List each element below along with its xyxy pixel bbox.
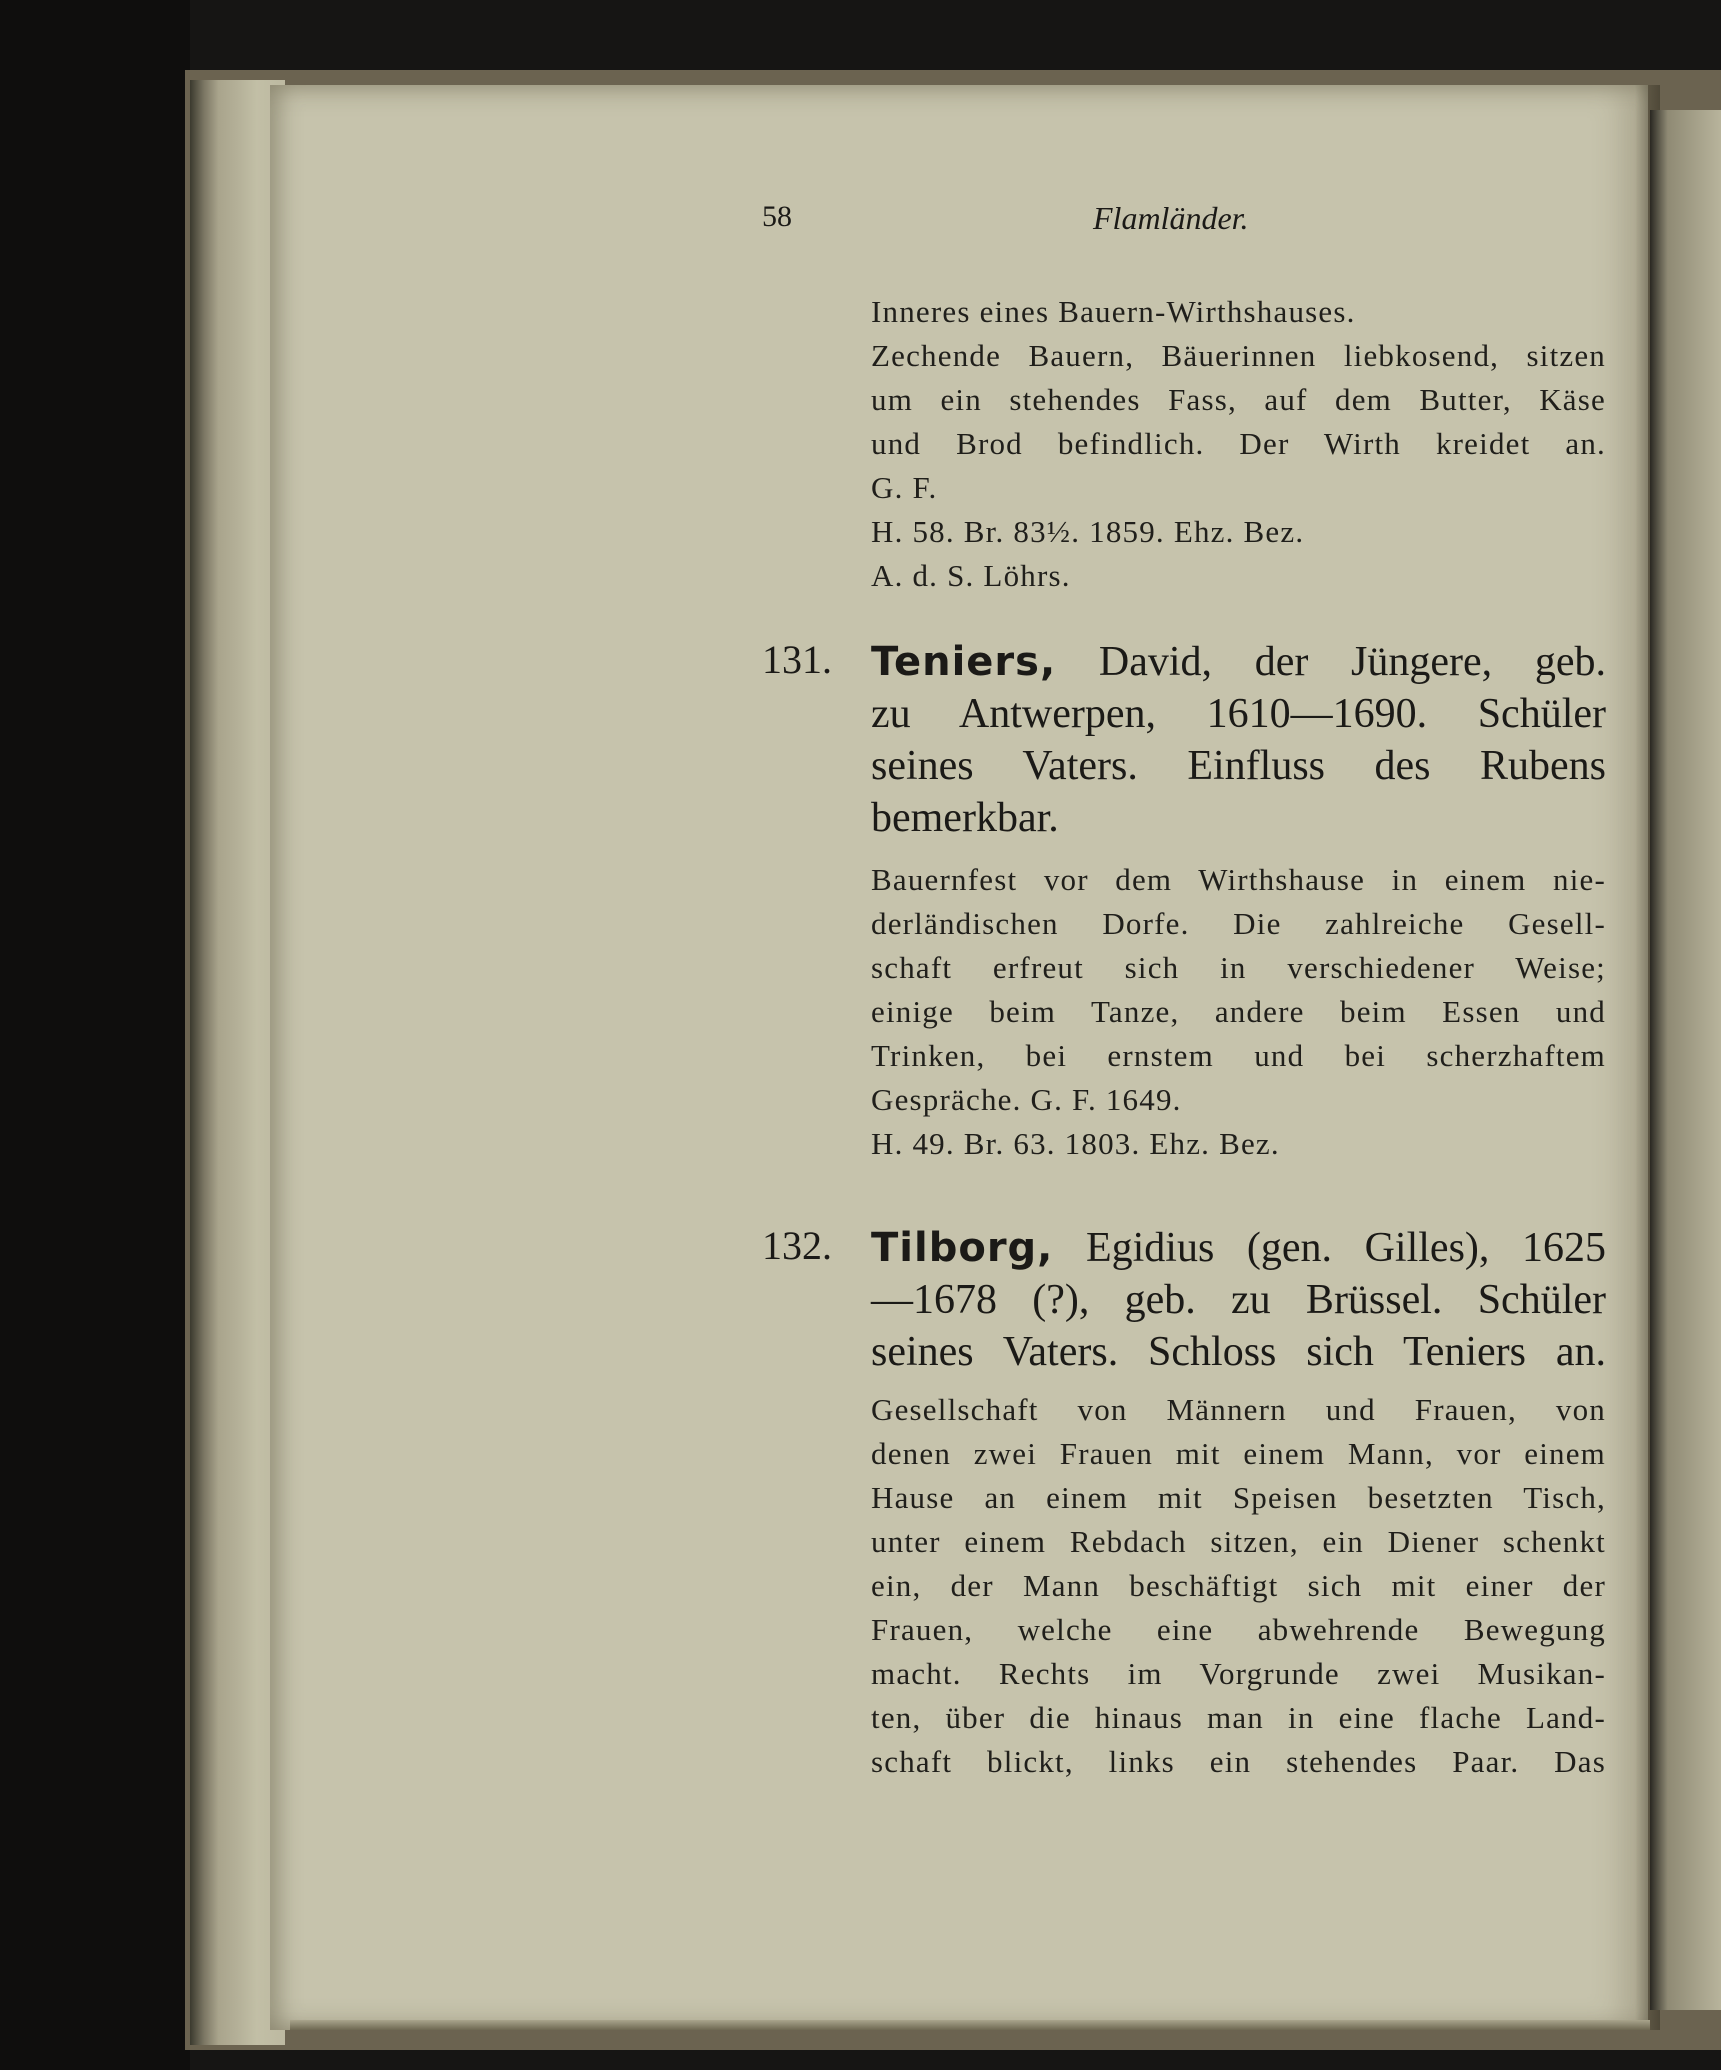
heading-line: zu Antwerpen, 1610—1690. Schüler	[871, 691, 1606, 737]
text-line: derländischen Dorfe. Die zahlreiche Gesell-	[871, 906, 1606, 941]
artist-name: Tilborg,	[871, 1225, 1054, 1271]
text-line: denen zwei Frauen mit einem Mann, vor einem	[871, 1436, 1606, 1471]
text-line: Gespräche. G. F. 1649.	[871, 1082, 1182, 1117]
text-line: G. F.	[871, 470, 938, 505]
text-line: schaft erfreut sich in verschiedener Weise;	[871, 950, 1606, 985]
text-line: macht. Rechts im Vorgrunde zwei Musikan-	[871, 1656, 1606, 1691]
text-line: Bauernfest vor dem Wirthshause in einem nie-	[871, 862, 1606, 897]
text-line: Zechende Bauern, Bäuerinnen liebkosend, sitzen	[871, 338, 1606, 373]
page-number: 58	[762, 200, 792, 233]
text-line: unter einem Rebdach sitzen, ein Diener schenkt	[871, 1524, 1606, 1559]
heading-line: seines Vaters. Schloss sich Teniers an.	[871, 1329, 1606, 1375]
text-line: schaft blickt, links ein stehendes Paar. Das	[871, 1744, 1606, 1779]
page-bottom-edge	[290, 2020, 1650, 2030]
heading-line: bemerkbar.	[871, 795, 1059, 841]
entry-heading	[871, 1222, 1606, 1378]
entry-description	[871, 1388, 1606, 1784]
text-line: um ein stehendes Fass, auf dem Butter, Käse	[871, 382, 1606, 417]
text-line: A. d. S. Löhrs.	[871, 558, 1071, 593]
facing-page-edge	[1650, 110, 1721, 2010]
running-title: Flamländer.	[1093, 200, 1249, 236]
text-line: Hause an einem mit Speisen besetzten Tisch,	[871, 1480, 1606, 1515]
text-line: H. 49. Br. 63. 1803. Ehz. Bez.	[871, 1126, 1280, 1161]
artist-name: Teniers,	[871, 639, 1057, 685]
background-dark	[0, 0, 190, 2070]
heading-line: —1678 (?), geb. zu Brüssel. Schüler	[871, 1277, 1606, 1323]
text-line: H. 58. Br. 83½. 1859. Ehz. Bez.	[871, 514, 1305, 549]
entry-number: 132.	[762, 1223, 832, 1268]
heading-text: Egidius (gen. Gilles), 1625	[1053, 1225, 1606, 1271]
heading-text: David, der Jüngere, geb.	[1056, 639, 1606, 685]
entry-description	[871, 858, 1606, 1166]
text-line: Gesellschaft von Männern und Frauen, von	[871, 1392, 1606, 1427]
text-line: Inneres eines Bauern-Wirthshauses.	[871, 294, 1356, 329]
text-line: Frauen, welche eine abwehrende Bewegung	[871, 1612, 1606, 1647]
text-line: einige beim Tanze, andere beim Essen und	[871, 994, 1606, 1029]
entry-number: 131.	[762, 637, 832, 682]
text-line: ten, über die hinaus man in eine flache Land-	[871, 1700, 1606, 1735]
entry-heading	[871, 636, 1606, 844]
text-line: und Brod befindlich. Der Wirth kreidet an.	[871, 426, 1606, 461]
text-line: ein, der Mann beschäftigt sich mit einer der	[871, 1568, 1606, 1603]
heading-line: seines Vaters. Einfluss des Rubens	[871, 743, 1606, 789]
intro-paragraph	[871, 290, 1606, 598]
text-line: Trinken, bei ernstem und bei scherzhaftem	[871, 1038, 1606, 1073]
